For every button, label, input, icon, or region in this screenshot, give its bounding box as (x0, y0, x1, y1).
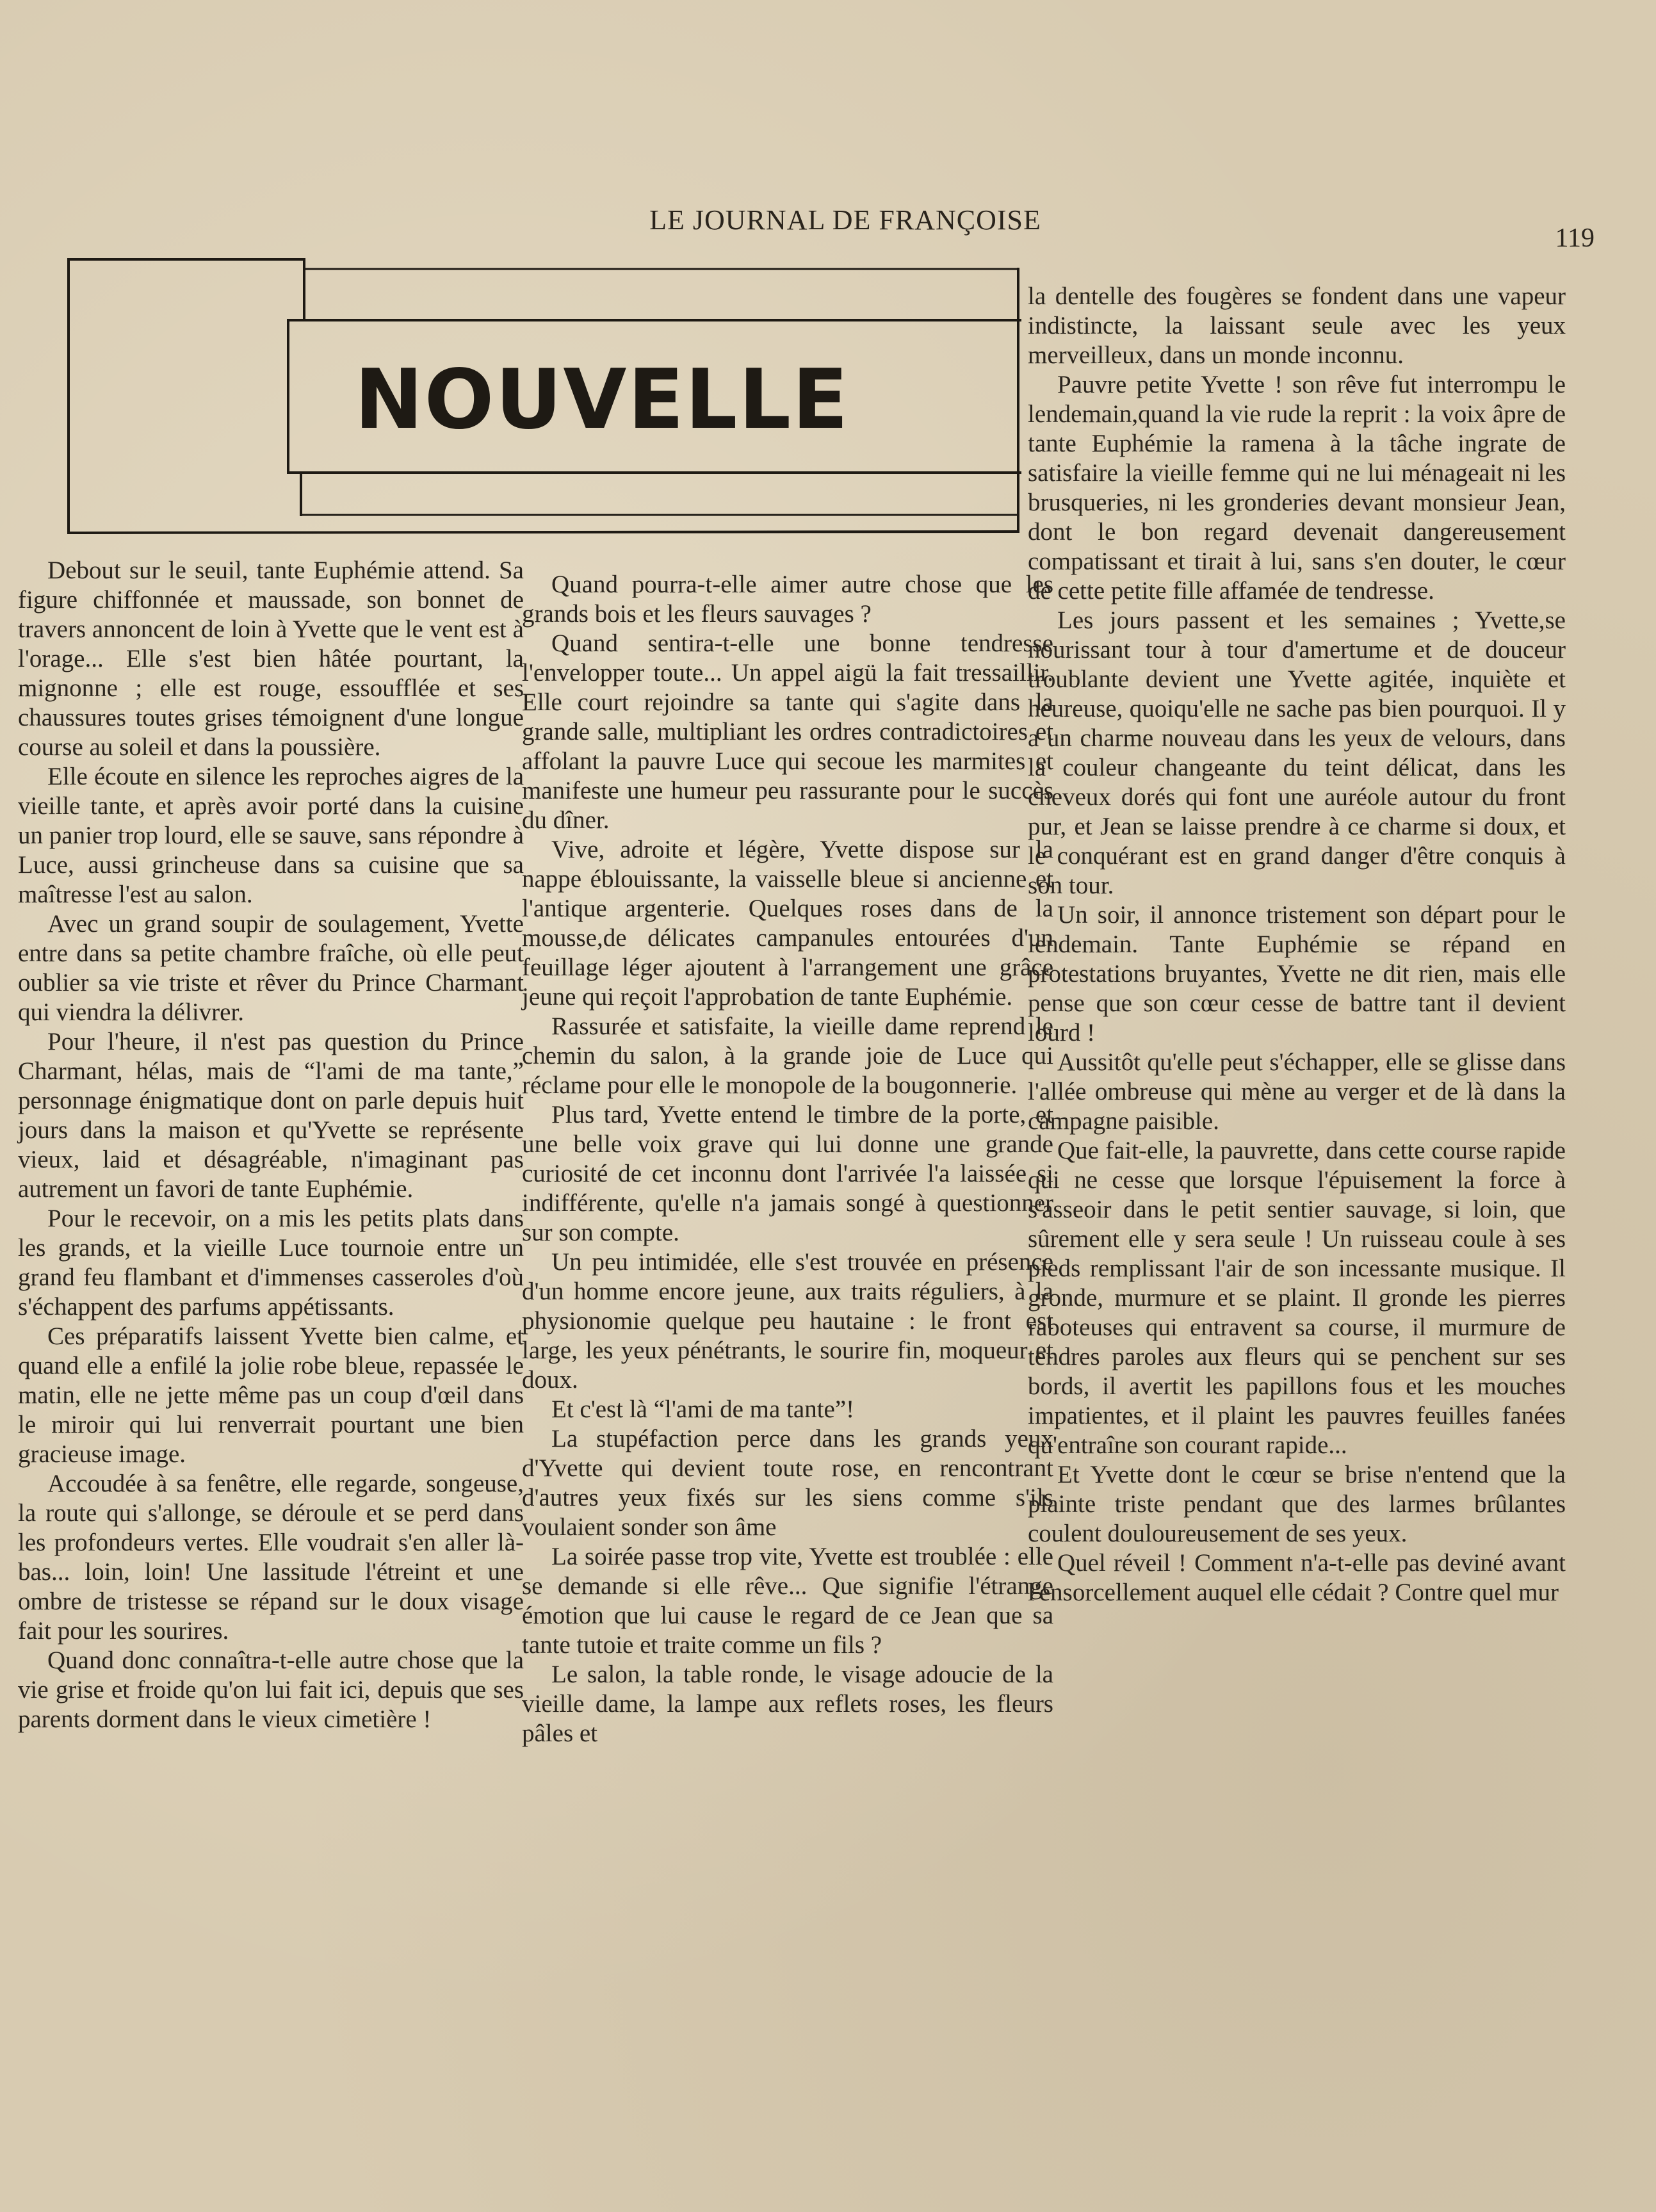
paragraph: la dentelle des fougères se fondent dans une vapeur indistincte, la laissant seule avec les yeux merveilleux, dans un monde inconnu. (1028, 282, 1566, 369)
paragraph: Quand pourra-t-elle aimer autre chose que les grands bois et les fleurs sauvages ? (522, 571, 1053, 628)
paragraph: Un soir, il annonce tristement son départ pour le lendemain. Tante Euphémie se répand en protestations bruyantes, Yvette ne dit rien, mais elle pense que son cœur cesse de battre tant il devient lourd ! (1028, 901, 1566, 1046)
paragraph: Et c'est là “l'ami de ma tante”! (551, 1395, 855, 1423)
paragraph: La stupéfaction perce dans les grands yeux d'Yvette qui devient toute rose, en rencontrant d'autres yeux fixés sur les siens comme s'ils voulaient sonder son âme (522, 1425, 1053, 1541)
paragraph: La soirée passe trop vite, Yvette est troublée : elle se demande si elle rêve... Que signifie l'étrange émotion que lui cause le regard de ce Jean que sa tante tutoie et traite comme un fils ? (522, 1543, 1053, 1659)
page-number: 119 (1555, 224, 1595, 253)
column-2 (522, 570, 1053, 1748)
paragraph: Debout sur le seuil, tante Euphémie attend. Sa figure chiffonnée et maussade, son bonnet de travers annoncent de loin à Yvette que le vent est à l'orage... Elle s'est bien hâtée pourtant, la mignonne ; elle est rouge, essoufflée et ses chaussures toutes grises témoignent d'une longue course au soleil et dans la poussière. (18, 557, 524, 761)
paragraph: Pour le recevoir, on a mis les petits plats dans les grands, et la vieille Luce tournoie entre un grand feu flambant et d'immenses casseroles d'où s'échappent des parfums appétissants. (18, 1205, 524, 1321)
paragraph: Le salon, la table ronde, le visage adoucie de la vieille dame, la lampe aux reflets roses, les fleurs pâles et (522, 1661, 1053, 1747)
paragraph: Plus tard, Yvette entend le timbre de la porte, et une belle voix grave qui lui donne une grande curiosité de cet inconnu dont l'arrivée l'a laissée si indifférente, qu'elle n'a jamais songé à questionner sur son compte. (522, 1101, 1053, 1246)
paragraph: Pauvre petite Yvette ! son rêve fut interrompu le lendemain,quand la vie rude la reprit : la voix âpre de tante Euphémie la ramena à la tâche ingrate de satisfaire la vieille femme qui ne lui ménageait ni les brusqueries, ni les gronderies devant monsieur Jean, dont le bon regard devenait dangereusement compatissant et tirait à lui, sans s'en douter, le cœur de cette petite fille affamée de tendresse. (1028, 371, 1566, 605)
paragraph: Elle écoute en silence les reproches aigres de la vieille tante, et après avoir porté dans la cuisine un panier trop lourd, elle se sauve, sans répondre à Luce, aussi grincheuse dans sa cuisine que sa maîtresse l'est au salon. (18, 763, 524, 908)
paragraph: Et Yvette dont le cœur se brise n'entend que la plainte triste pendant que des larmes brûlantes coulent douloureusement de ses yeux. (1028, 1461, 1566, 1547)
paragraph: Les jours passent et les semaines ; Yvette,se nourissant tour à tour d'amertume et de douceur troublante devient une Yvette agitée, inquiète et heureuse, quoiqu'elle ne sache pas bien pourquoi. Il y a un charme nouveau dans les yeux de velours, dans la couleur changeante du teint délicat, dans les cheveux dorés qui font une auréole autour du front pur, et Jean se laisse prendre à ce charme si doux, et le conquérant est en grand danger d'être conquis à son tour. (1028, 606, 1566, 899)
paragraph: Un peu intimidée, elle s'est trouvée en présence d'un homme encore jeune, aux traits réguliers, à la physionomie quelque peu hautaine : le front est large, les yeux pénétrants, le sourire fin, moqueur et doux. (522, 1248, 1053, 1394)
paragraph: Accoudée à sa fenêtre, elle regarde, songeuse, la route qui s'allonge, se déroule et se perd dans les profondeurs vertes. Elle voudrait s'en aller là-bas... loin, loin! Une lassitude l'étreint et une ombre de tristesse se répand sur le doux visage fait pour les sourires. (18, 1470, 524, 1645)
column-1 (18, 556, 524, 1734)
paragraph: Avec un grand soupir de soulagement, Yvette entre dans sa petite chambre fraîche, où elle peut oublier sa vie triste et rêver du Prince Charmant qui viendra la délivrer. (18, 910, 524, 1026)
paragraph: Aussitôt qu'elle peut s'échapper, elle se glisse dans l'allée ombreuse qui mène au verger et de là dans la campagne paisible. (1028, 1048, 1566, 1135)
section-title: NOUVELLE (354, 352, 850, 448)
paragraph: Quand sentira-t-elle une bonne tendresse l'envelopper toute... Un appel aigü la fait tressaillir. Elle court rejoindre sa tante qui s'agite dans la grande salle, multipliant les ordres contradictoires et affolant la pauvre Luce qui secoue les marmites et manifeste une humeur peu rassurante pour le succès du dîner. (522, 630, 1053, 834)
paragraph: Pour l'heure, il n'est pas question du Prince Charmant, hélas, mais de “l'ami de ma tante,” personnage énigmatique dont on parle depuis huit jours dans la maison et qu'Yvette se représente vieux, laid et désagréable, n'imaginant pas autrement un favori de tante Euphémie. (18, 1028, 524, 1203)
title-frame (61, 256, 1021, 538)
running-title: LE JOURNAL DE FRANÇOISE (649, 204, 1041, 236)
paragraph: Vive, adroite et légère, Yvette dispose sur la nappe éblouissante, la vaisselle bleue si ancienne et l'antique argenterie. Quelques roses dans de la mousse,de délicates campanules entourées d'un feuillage léger ajoutent à l'arrangement une grâce jeune qui reçoit l'approbation de tante Euphémie. (522, 836, 1053, 1011)
paragraph: Ces préparatifs laissent Yvette bien calme, et quand elle a enfilé la jolie robe bleue, repassée le matin, elle ne jette même pas un coup d'œil dans le miroir qui lui renverrait pourtant une bien gracieuse image. (18, 1322, 524, 1468)
paragraph: Que fait-elle, la pauvrette, dans cette course rapide qui ne cesse que lorsque l'épuisement la force à s'asseoir dans le petit sentier sauvage, si loin, que sûrement elle y sera seule ! Un ruisseau coule à ses pieds remplissant l'air de son incessante musique. Il gronde, murmure et se plaint. Il gronde les pierres raboteuses qui entravent sa course, il murmure de tendres paroles aux fleurs qui se penchent sur ses bords, il avertit les papillons fous et les mouches impatientes, et il plaint les pauvres feuilles fanées qu'entraîne son courant rapide... (1028, 1137, 1566, 1459)
paragraph: Quand donc connaîtra-t-elle autre chose que la vie grise et froide qu'on lui fait ici, depuis que ses parents dorment dans le vieux cimetière ! (18, 1647, 524, 1733)
paragraph: Rassurée et satisfaite, la vieille dame reprend le chemin du salon, à la grande joie de Luce qui réclame pour elle le monopole de la bougonnerie. (522, 1012, 1053, 1099)
column-3 (1028, 282, 1566, 1607)
paragraph: Quel réveil ! Comment n'a-t-elle pas deviné avant l'ensorcellement auquel elle cédait ? Contre quel mur (1028, 1549, 1566, 1606)
